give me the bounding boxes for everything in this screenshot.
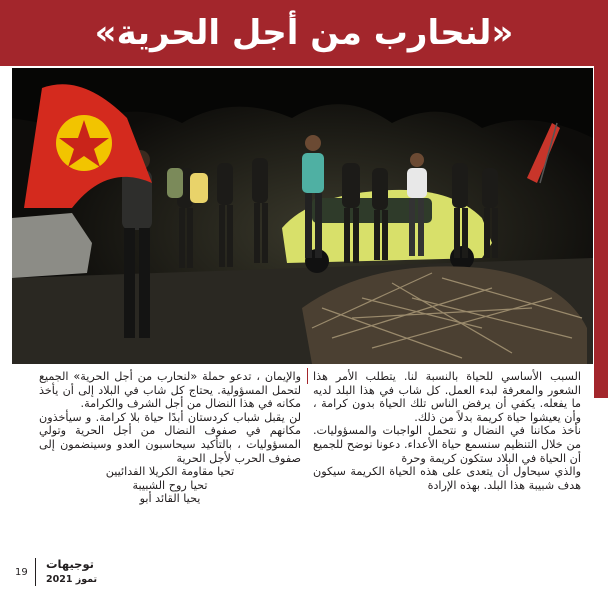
- column-divider: [307, 368, 308, 384]
- side-accent-strip: [594, 66, 608, 398]
- page-number: 19: [15, 567, 28, 578]
- article-column-left: [39, 370, 301, 506]
- article-paragraph: لن يقبل شباب كردستان أبدًا حياة بلا كرامة. و سيأخذون مكانهم في صفوف النضال من أجل الحرية وتولي المسؤوليات ، بالتأكيد سيحاسبون العدو وسينضمون إلى صفوف الحرب لأجل الحرية: [39, 410, 301, 465]
- protest-photo-illustration: [12, 68, 593, 364]
- page-title: «لنحارب من أجل الحرية»: [94, 13, 514, 53]
- article-column-right: [313, 370, 581, 492]
- footer-divider: [35, 558, 36, 586]
- slogan-line: تحيا مقاومة الكريلا الفدائيين: [105, 465, 235, 479]
- issue-date: تموز 2021: [46, 574, 98, 585]
- magazine-name: توجيهات: [46, 557, 94, 571]
- header-banner: [0, 0, 608, 66]
- article-paragraph: والإيمان ، تدعو حملة «لنحارب من أجل الحرية» الجميع لتحمل المسؤولية. يحتاج كل شاب في البلاد إلى أن يأخذ مكانه في هذا النضال من أجل الشرف والكرامة.: [39, 370, 301, 411]
- article-paragraph: نأخذ مكاننا في النضال و نتحمل الواجبات والمسؤوليات. من خلال التنظيم سنسمع حياة الأعداء. دعونا نوضح للجميع أن الحياة في البلاد ستكون كريمة وحرة: [313, 424, 581, 465]
- article-paragraph: السبب الأساسي للحياة بالنسبة لنا. يتطلب الأمر هذا الشعور والمعرفة لبدء العمل. كل شاب في هذا البلد لديه ما يفعله. يكفي أن يرفض الناس تلك الحياة بدون كرامة ، وأن يعيشوا حياة كريمة بدلاً من ذلك.: [313, 370, 581, 424]
- slogan-line: تحيا روح الشبيبة: [132, 478, 208, 492]
- slogan-line: يحيا القائد أبو: [139, 492, 201, 506]
- article-paragraph: والذي سيحاول أن يتعدى على هذه الحياة الكريمة سيكون هدف شبيبة هذا البلد. بهذه الإرادة: [313, 465, 581, 492]
- protest-photo: [12, 68, 593, 364]
